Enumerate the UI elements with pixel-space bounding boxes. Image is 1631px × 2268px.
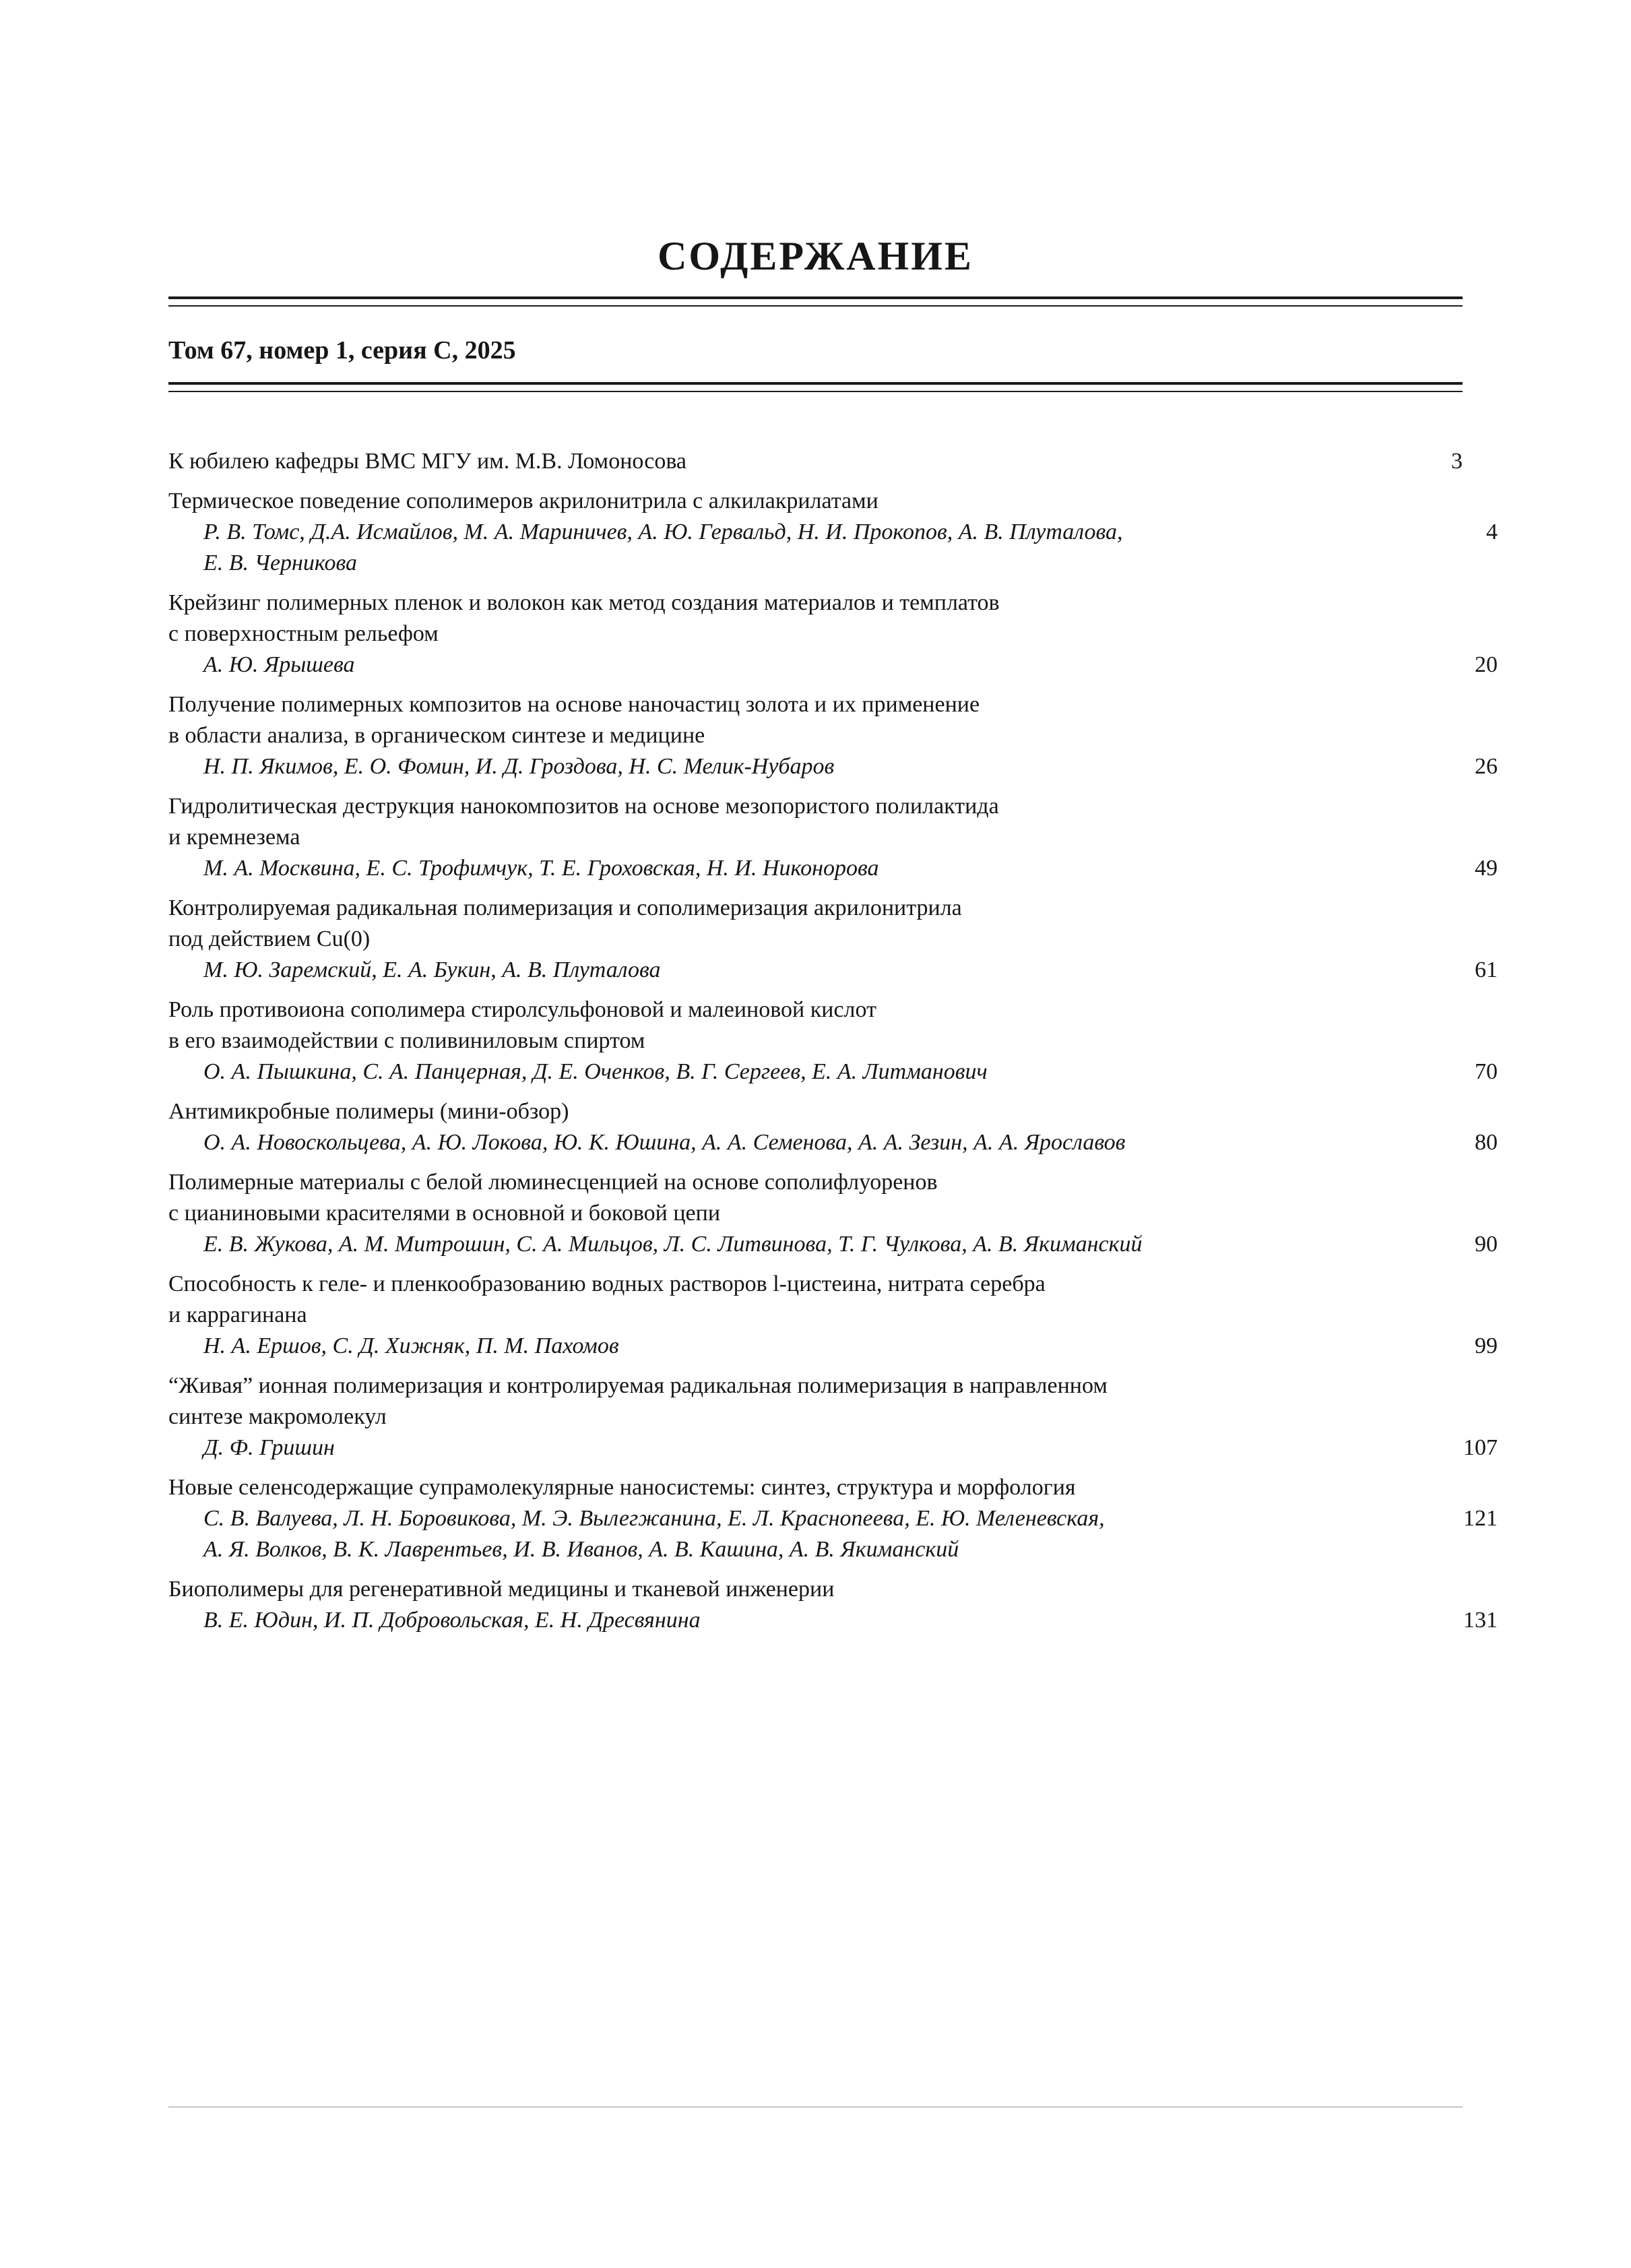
entry-title-text: К юбилею кафедры ВМС МГУ им. М.В. Ломоносова (168, 449, 687, 474)
entry-title-text: Получение полимерных композитов на основе наночастиц золота и их применение (168, 692, 980, 717)
entry-authors-line (168, 1605, 1498, 1636)
entry-page-number: 131 (1463, 1608, 1498, 1633)
entry-authors-line (168, 517, 1498, 548)
entry-authors-line (168, 650, 1498, 681)
entry-title-line (168, 1026, 1463, 1057)
entry-title-text: синтезе макромолекул (168, 1404, 387, 1429)
entry-title-text: Термическое поведение сополимеров акрилонитрила с алкилакрилатами (168, 489, 878, 513)
entry-authors-text: О. А. Пышкина, С. А. Панцерная, Д. Е. Оченков, В. Г. Сергеев, Е. А. Литманович (203, 1059, 988, 1084)
issue-line: Том 67, номер 1, серия С, 2025 (168, 336, 516, 365)
entry-page-number: 121 (1463, 1506, 1498, 1531)
toc-entry (168, 1574, 1498, 1636)
entry-page-number: 90 (1475, 1232, 1498, 1257)
entry-authors-text: Р. В. Томс, Д.А. Исмайлов, М. А. Мариничев, А. Ю. Гервальд, Н. И. Прокопов, А. В. Плуталова, (203, 519, 1123, 544)
entry-title-line (168, 893, 1463, 924)
entry-authors-text: С. В. Валуева, Л. Н. Боровикова, М. Э. Вылегжанина, Е. Л. Краснопеева, Е. Ю. Меленевская, (203, 1506, 1105, 1531)
entry-title-line (168, 446, 1463, 477)
entry-page-number: 107 (1463, 1435, 1498, 1460)
entry-title-line (168, 1574, 1463, 1605)
entry-title-text: и кремнезема (168, 825, 300, 850)
entry-title-text: с поверхностным рельефом (168, 621, 439, 646)
entry-title-line (168, 1269, 1463, 1300)
entry-authors-text: О. А. Новоскольцева, А. Ю. Локова, Ю. К. Юшина, А. А. Семенова, А. А. Зезин, А. А. Ярославов (203, 1130, 1126, 1155)
entry-title-text: Новые селенсодержащие супрамолекулярные наносистемы: синтез, структура и морфология (168, 1475, 1076, 1500)
toc-entry (168, 1371, 1498, 1463)
entry-title-line (168, 486, 1463, 517)
bottom-rule (168, 2106, 1463, 2108)
entry-page-number: 4 (1486, 519, 1498, 544)
entry-title-line (168, 822, 1463, 853)
entry-authors-line (168, 1127, 1498, 1158)
entry-page-number: 61 (1475, 957, 1498, 982)
toc-entry (168, 689, 1498, 782)
entry-authors-text: Д. Ф. Гришин (203, 1435, 335, 1460)
entry-title-text: в области анализа, в органическом синтезе и медицине (168, 723, 705, 748)
entry-title-line (168, 924, 1463, 955)
entry-authors-text: Е. В. Жукова, А. М. Митрошин, С. А. Мильцов, Л. С. Литвинова, Т. Г. Чулкова, А. В. Якиманский (203, 1232, 1143, 1257)
toc-entry (168, 486, 1498, 579)
entry-authors-text: В. Е. Юдин, И. П. Добровольская, Е. Н. Дресвянина (203, 1608, 701, 1633)
toc-entry (168, 1269, 1498, 1362)
toc-entries (168, 446, 1498, 1636)
entry-authors-text: А. Ю. Ярышева (203, 652, 355, 677)
entry-title-text: Роль противоиона сополимера стиролсульфоновой и малеиновой кислот (168, 997, 876, 1022)
entry-title-line (168, 1371, 1463, 1401)
entry-title-text: в его взаимодействии с поливиниловым спиртом (168, 1028, 645, 1053)
entry-title-text: “Живая” ионная полимеризация и контролируемая радикальная полимеризация в направленном (168, 1373, 1108, 1398)
toc-entry (168, 446, 1463, 477)
entry-title-text: Антимикробные полимеры (мини-обзор) (168, 1099, 569, 1124)
entry-title-line (168, 1096, 1463, 1127)
entry-title-line (168, 1472, 1463, 1503)
entry-title-line (168, 689, 1463, 720)
entry-title-text: Способность к геле- и пленкообразованию водных растворов l-цистеина, нитрата серебра (168, 1271, 1046, 1296)
entry-title-text: с цианиновыми красителями в основной и боковой цепи (168, 1201, 721, 1226)
title-double-rule (168, 296, 1463, 307)
entry-title-line (168, 1300, 1463, 1331)
entry-authors-text: М. Ю. Заремский, Е. А. Букин, А. В. Плуталова (203, 957, 661, 982)
entry-title-line (168, 1167, 1463, 1198)
toc-entry (168, 1472, 1498, 1565)
entry-title-line (168, 619, 1463, 650)
entry-page-number: 26 (1475, 754, 1498, 779)
entry-authors-line (168, 853, 1498, 884)
entry-authors-line (168, 1229, 1498, 1260)
entry-authors-text: Н. П. Якимов, Е. О. Фомин, И. Д. Гроздова, Н. С. Мелик-Нубаров (203, 754, 835, 779)
toc-entry (168, 588, 1498, 681)
entry-authors-line (168, 1503, 1498, 1534)
toc-entry (168, 995, 1498, 1088)
entry-title-line (168, 995, 1463, 1026)
toc-entry (168, 893, 1498, 986)
toc-entry (168, 1167, 1498, 1260)
entry-authors-text: Е. В. Черникова (203, 550, 358, 575)
entry-page-number: 3 (1451, 449, 1463, 474)
toc-entry (168, 1096, 1498, 1158)
entry-title-text: Полимерные материалы с белой люминесценцией на основе сополифлуоренов (168, 1170, 938, 1195)
entry-authors-line (168, 548, 1463, 579)
entry-title-text: и каррагинана (168, 1302, 307, 1327)
entry-page-number: 49 (1475, 856, 1498, 881)
entry-authors-text: М. А. Москвина, Е. С. Трофимчук, Т. Е. Гроховская, Н. И. Никонорова (203, 856, 879, 881)
entry-title-text: Биополимеры для регенеративной медицины и тканевой инженерии (168, 1577, 835, 1602)
toc-entry (168, 791, 1498, 884)
entry-authors-line (168, 1331, 1498, 1362)
entry-title-text: Контролируемая радикальная полимеризация и сополимеризация акрилонитрила (168, 895, 962, 920)
entry-title-line (168, 588, 1463, 619)
issue-double-rule (168, 382, 1463, 392)
entry-title-line (168, 720, 1463, 751)
entry-authors-line (168, 751, 1498, 782)
entry-title-text: под действием Cu(0) (168, 926, 371, 951)
entry-authors-text: А. Я. Волков, В. К. Лаврентьев, И. В. Иванов, А. В. Кашина, А. В. Якиманский (203, 1537, 959, 1562)
entry-page-number: 70 (1475, 1059, 1498, 1084)
entry-page-number: 99 (1475, 1333, 1498, 1358)
entry-page-number: 80 (1475, 1130, 1498, 1155)
entry-authors-text: Н. А. Ершов, С. Д. Хижняк, П. М. Пахомов (203, 1333, 619, 1358)
entry-title-text: Гидролитическая деструкция нанокомпозитов на основе мезопористого полилактида (168, 794, 999, 819)
entry-title-line (168, 1401, 1463, 1432)
entry-authors-line (168, 955, 1498, 986)
entry-title-text: Крейзинг полимерных пленок и волокон как метод создания материалов и темплатов (168, 590, 1000, 615)
entry-title-line (168, 1198, 1463, 1229)
entry-authors-line (168, 1534, 1463, 1565)
entry-authors-line (168, 1057, 1498, 1088)
entry-title-line (168, 791, 1463, 822)
entry-page-number: 20 (1475, 652, 1498, 677)
page-title: СОДЕРЖАНИЕ (658, 234, 973, 278)
entry-authors-line (168, 1432, 1498, 1463)
